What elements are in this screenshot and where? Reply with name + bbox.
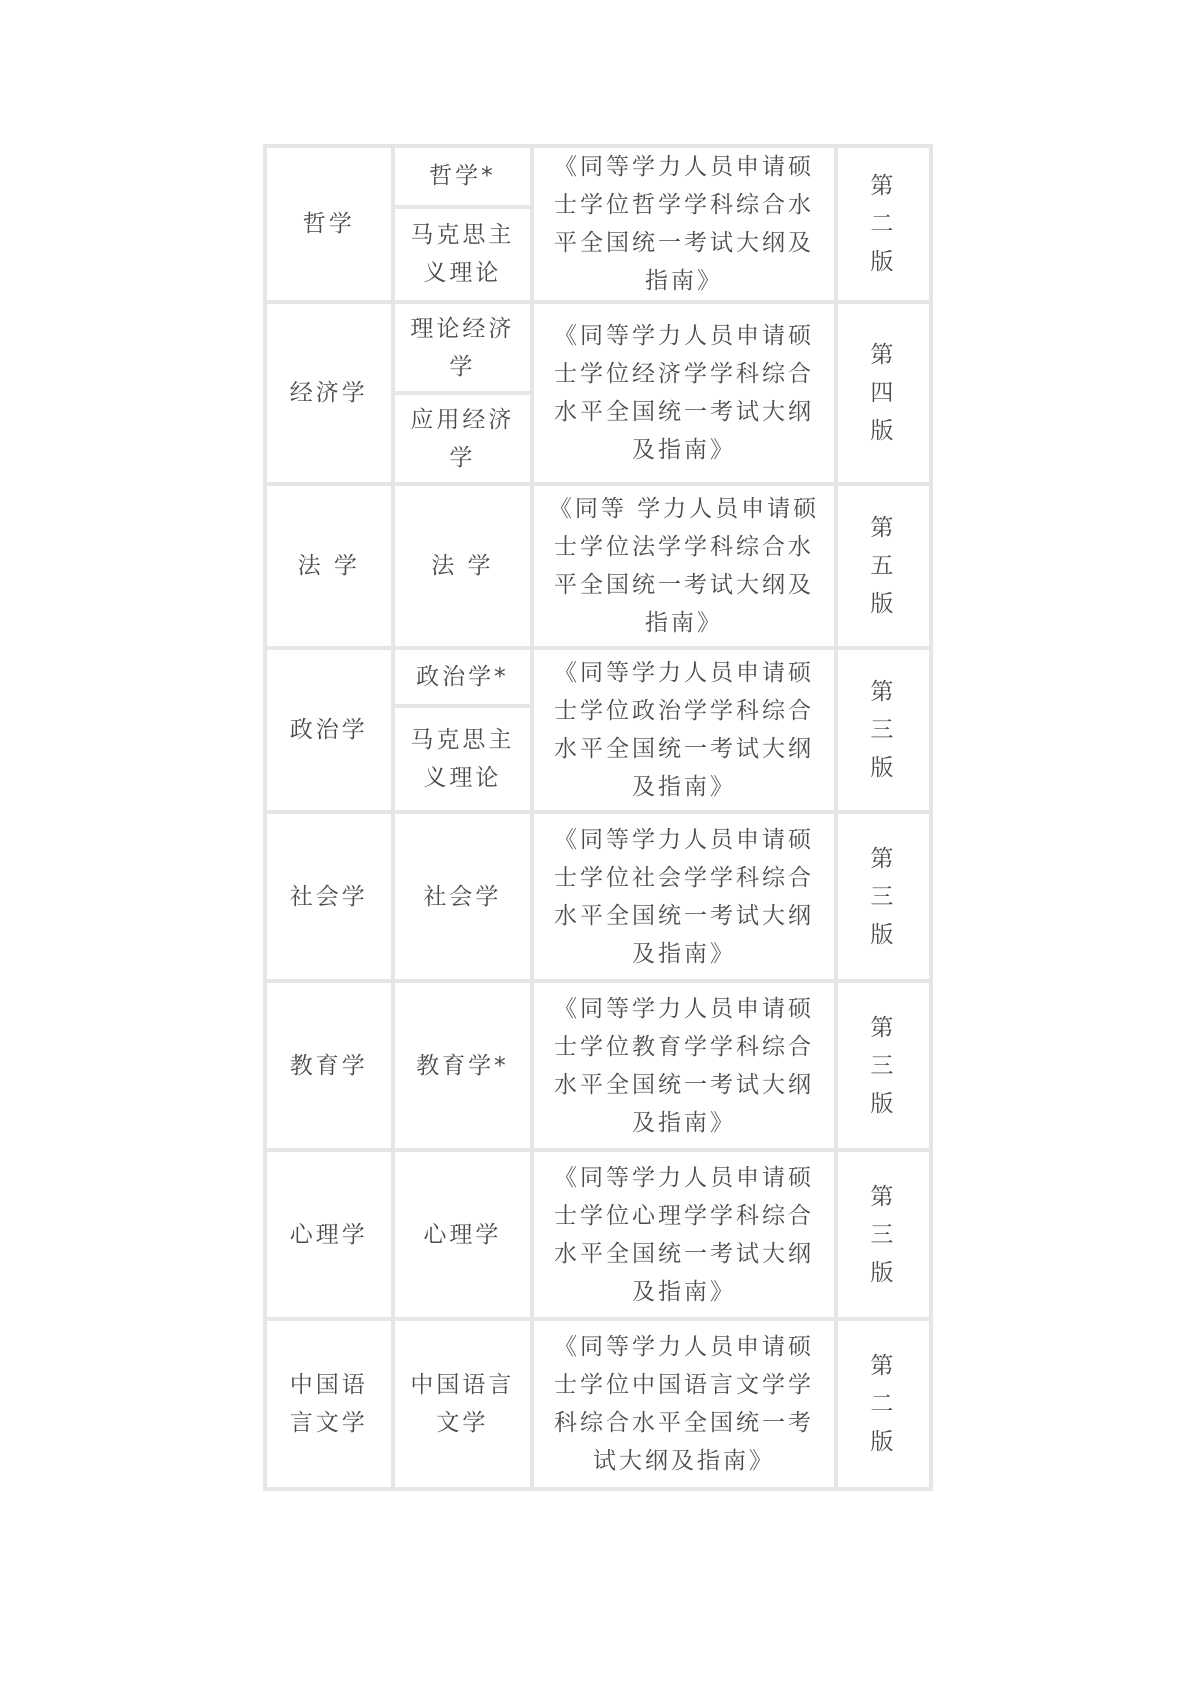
edition-cell: 第三版 — [838, 983, 929, 1148]
subject-cell: 法 学 — [395, 486, 531, 646]
category-cell: 哲学 — [267, 148, 391, 300]
exam-outline-table — [263, 144, 933, 1491]
book-title-cell: 《同等学力人员申请硕士学位中国语言文学学科综合水平全国统一考试大纲及指南》 — [534, 1321, 834, 1487]
book-title-cell: 《同等学力人员申请硕士学位教育学学科综合水平全国统一考试大纲及指南》 — [534, 983, 834, 1148]
table-row — [267, 983, 929, 1148]
category-cell: 社会学 — [267, 814, 391, 979]
category-cell: 教育学 — [267, 983, 391, 1148]
subject-cell: 中国语言文学 — [395, 1321, 531, 1487]
subject-cell: 哲学* — [395, 148, 531, 205]
table-row — [267, 650, 929, 704]
subject-cell: 政治学* — [395, 650, 531, 704]
subject-cell: 应用经济学 — [395, 395, 531, 482]
edition-cell: 第五版 — [838, 486, 929, 646]
subject-cell: 心理学 — [395, 1152, 531, 1317]
category-cell: 政治学 — [267, 650, 391, 810]
subject-cell: 马克思主义理论 — [395, 708, 531, 810]
book-title-cell: 《同等学力人员申请硕士学位经济学学科综合水平全国统一考试大纲及指南》 — [534, 304, 834, 482]
book-title-cell: 《同等学力人员申请硕士学位政治学学科综合水平全国统一考试大纲及指南》 — [534, 650, 834, 810]
subject-cell: 教育学* — [395, 983, 531, 1148]
table-row — [267, 814, 929, 979]
book-title-cell: 《同等学力人员申请硕士学位哲学学科综合水平全国统一考试大纲及指南》 — [534, 148, 834, 300]
book-title-cell: 《同等学力人员申请硕士学位社会学学科综合水平全国统一考试大纲及指南》 — [534, 814, 834, 979]
book-title-cell: 《同等 学力人员申请硕士学位法学学科综合水平全国统一考试大纲及指南》 — [534, 486, 834, 646]
table-row — [267, 1321, 929, 1487]
edition-cell: 第三版 — [838, 650, 929, 810]
category-cell: 经济学 — [267, 304, 391, 482]
table-row — [267, 304, 929, 391]
category-cell: 心理学 — [267, 1152, 391, 1317]
subject-cell: 马克思主义理论 — [395, 209, 531, 300]
edition-cell: 第二版 — [838, 1321, 929, 1487]
book-title-cell: 《同等学力人员申请硕士学位心理学学科综合水平全国统一考试大纲及指南》 — [534, 1152, 834, 1317]
subject-cell: 理论经济学 — [395, 304, 531, 391]
subject-cell: 社会学 — [395, 814, 531, 979]
table-row — [267, 486, 929, 646]
table-row — [267, 148, 929, 205]
edition-cell: 第三版 — [838, 814, 929, 979]
category-cell: 中国语言文学 — [267, 1321, 391, 1487]
edition-cell: 第四版 — [838, 304, 929, 482]
table-row — [267, 1152, 929, 1317]
edition-cell: 第三版 — [838, 1152, 929, 1317]
edition-cell: 第二版 — [838, 148, 929, 300]
category-cell: 法 学 — [267, 486, 391, 646]
